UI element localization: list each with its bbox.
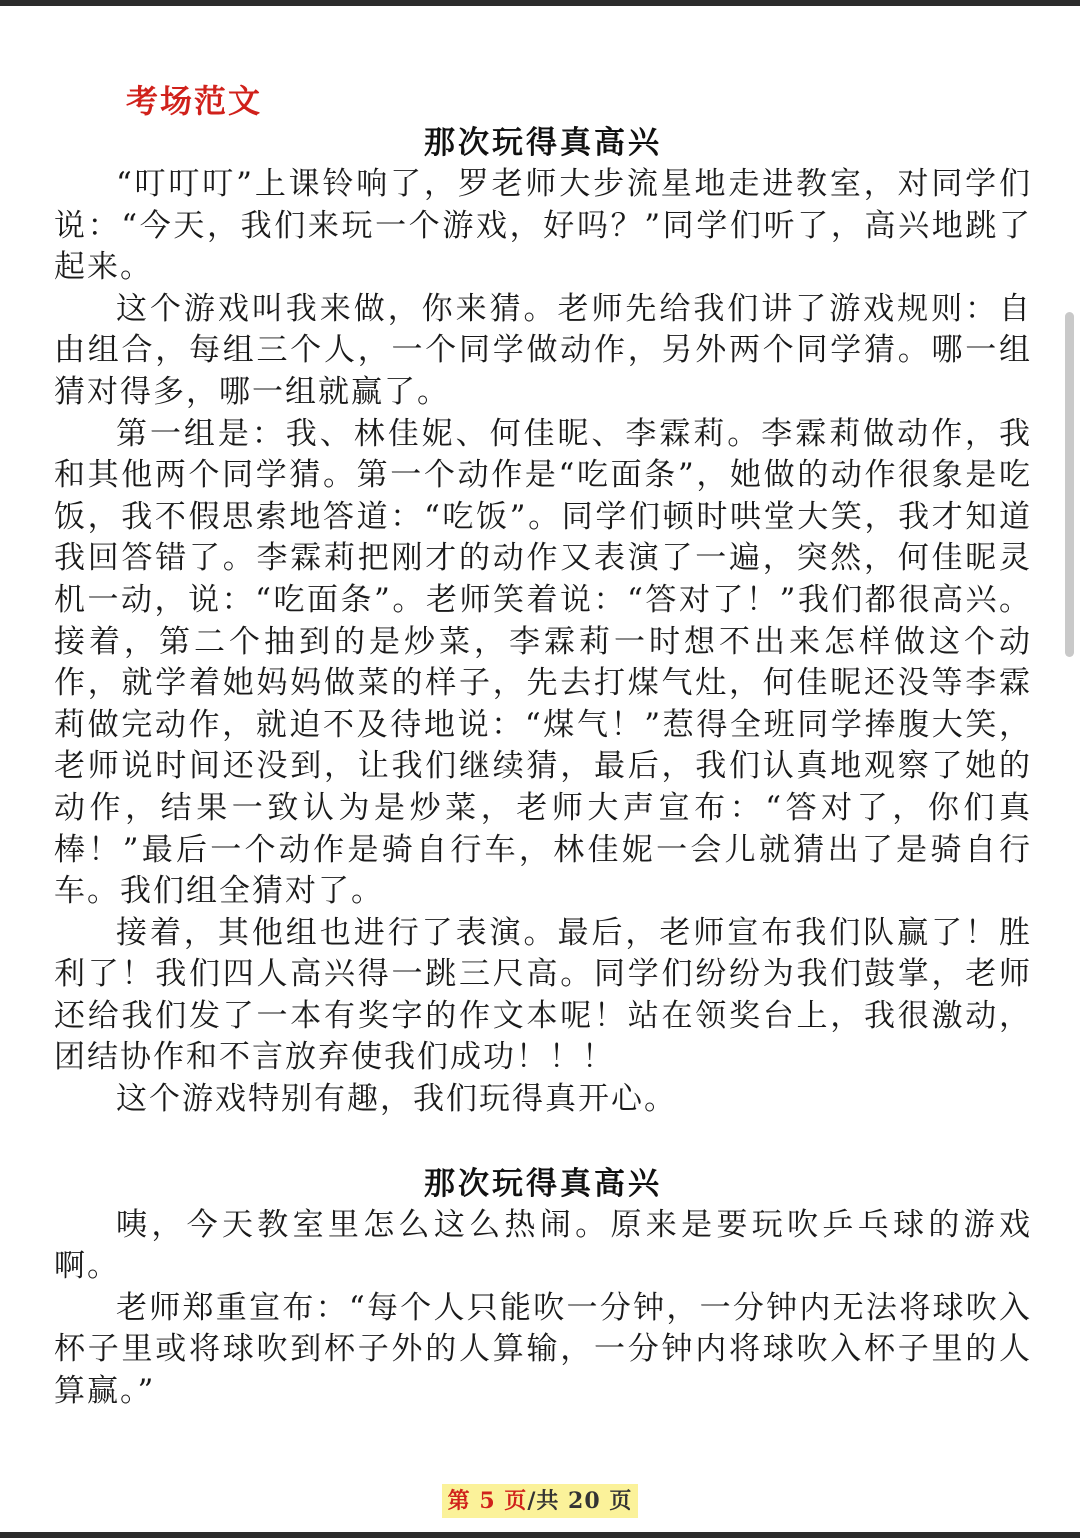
- page-word: 页: [504, 1488, 528, 1514]
- section-label: 考场范文: [126, 82, 263, 120]
- bottom-edge-bar: [0, 1532, 1080, 1538]
- page-separator: /: [527, 1488, 537, 1514]
- essay-paragraph: “叮叮叮”上课铃响了，罗老师大步流星地走进教室，对同学们说：“今天，我们来玩一个游戏，好吗？”同学们听了，高兴地跳了起来。: [54, 166, 1032, 286]
- essay-paragraph: 咦，今天教室里怎么这么热闹。原来是要玩吹乒乓球的游戏啊。: [54, 1206, 1032, 1285]
- essay-paragraph: 这个游戏特别有趣，我们玩得真开心。: [116, 1081, 677, 1118]
- page-prefix: 第: [447, 1488, 471, 1514]
- current-page-number: 5: [479, 1488, 496, 1514]
- essay-paragraph: 这个游戏叫我来做，你来猜。老师先给我们讲了游戏规则：自由组合，每组三个人，一个同学做动作，另外两个同学猜。哪一组猜对得多，哪一组就赢了。: [54, 290, 1032, 410]
- essay-title: 那次玩得真高兴: [424, 125, 662, 161]
- page-indicator: [442, 1484, 639, 1518]
- total-page-number: 20: [568, 1488, 601, 1514]
- essay-paragraph: 接着，其他组也进行了表演。最后，老师宣布我们队赢了！胜利了！我们四人高兴得一跳三尺高。同学们纷纷为我们鼓掌，老师还给我们发了一本有奖字的作文本呢！站在领奖台上，我很激动，团结协作和不言放弃使我们成功！！！: [54, 914, 1032, 1076]
- essay-paragraph: 第一组是：我、林佳妮、何佳昵、李霖莉。李霖莉做动作，我和其他两个同学猜。第一个动作是“吃面条”，她做的动作很象是吃饭，我不假思索地答道：“吃饭”。同学们顿时哄堂大笑，我才知道我回答错了。李霖莉把刚才的动作又表演了一遍，突然，何佳昵灵机一动，说：“吃面条”。老师笑着说：“答对了！”我们都很高兴。接着，第二个抽到的是炒菜，李霖莉一时想不出来怎样做这个动作，就学着她妈妈做菜的样子，先去打煤气灶，何佳昵还没等李霖莉做完动作，就迫不及待地说：“煤气！”惹得全班同学捧腹大笑，老师说时间还没到，让我们继续猜，最后，我们认真地观察了她的动作，结果一致认为是炒菜，老师大声宣布：“答对了，你们真棒！”最后一个动作是骑自行车，林佳妮一会儿就猜出了是骑自行车。我们组全猜对了。: [54, 415, 1032, 910]
- document-page: [54, 80, 1032, 1413]
- essay-paragraph: 老师郑重宣布：“每个人只能吹一分钟，一分钟内无法将球吹入杯子里或将球吹到杯子外的人算输，一分钟内将球吹入杯子里的人算赢。”: [54, 1289, 1032, 1410]
- scrollbar-thumb[interactable]: [1065, 312, 1074, 657]
- essay-title: 那次玩得真高兴: [424, 1165, 662, 1202]
- total-word: 页: [609, 1488, 633, 1514]
- top-edge-bar: [0, 0, 1080, 6]
- essay-spacer: [54, 1121, 1032, 1163]
- total-prefix: 共: [536, 1488, 560, 1514]
- page-footer: [0, 1484, 1080, 1518]
